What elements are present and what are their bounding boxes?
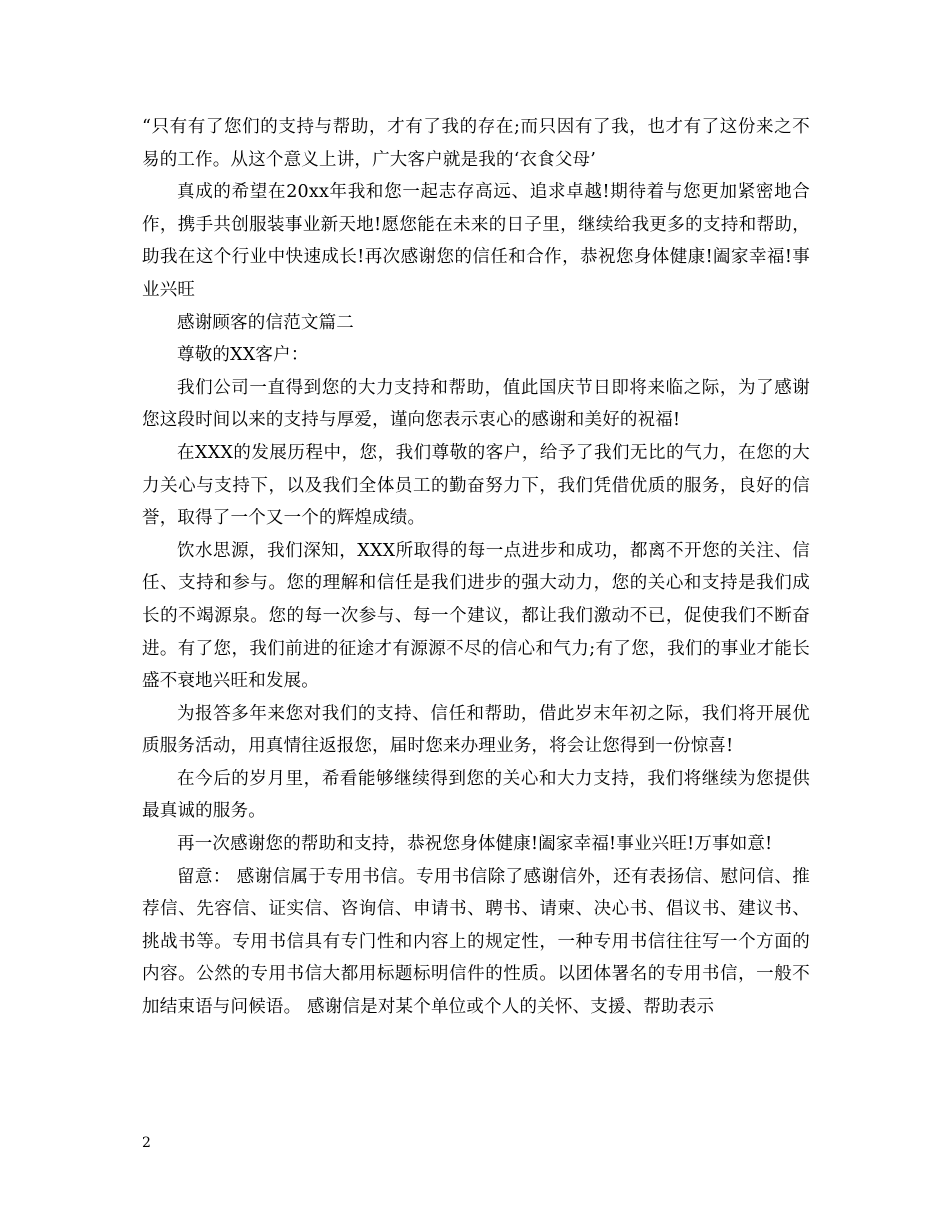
page-number: 2	[142, 1135, 151, 1151]
paragraph-gratitude: 饮水思源，我们深知，XXX所取得的每一点进步和成功，都离不开您的关注、信任、支持和参与。您的理解和信任是我们进步的强大动力，您的关心和支持是我们成长的不竭源泉。您的每一次参与、每一个建议，都让我们激动不已，促使我们不断奋进。有了您，我们前进的征途才有源源不尽的信心和气力;有了您，我们的事业才能长盛不衰地兴旺和发展。	[142, 540, 810, 692]
section-heading: 感谢顾客的信范文篇二	[177, 312, 354, 333]
document-body	[142, 111, 810, 1024]
paragraph-closing-wishes: 真成的希望在20xx年我和您一起志存高远、追求卓越!期待着与您更加紧密地合作，携手共创服装事业新天地!愿您能在未来的日子里，继续给我更多的支持和帮助，助我在这个行业中快速成长!再次感谢您的信任和合作，恭祝您身体健康!阖家幸福!事业兴旺	[142, 182, 810, 300]
paragraph-service-activity: 为报答多年来您对我们的支持、信任和帮助，借此岁末年初之际，我们将开展优质服务活动，用真情往返报您，届时您来办理业务，将会让您得到一份惊喜!	[142, 703, 810, 757]
paragraph-note: 留意： 感谢信属于专用书信。专用书信除了感谢信外，还有表扬信、慰问信、推荐信、先容信、证实信、咨询信、申请书、聘书、请柬、决心书、倡议书、建议书、挑战书等。专用书信具有专门性和内容上的规定性，一种专用书信往往写一个方面的内容。公然的专用书信大都用标题标明信件的性质。以团体署名的专用书信，一般不加结束语与问候语。 感谢信是对某个单位或个人的关怀、支援、帮助表示	[142, 866, 810, 1018]
paragraph-continuation: “只有有了您们的支持与帮助，才有了我的存在;而只因有了我，也才有了这份来之不易的工作。从这个意义上讲，广大客户就是我的‘衣食父母’	[142, 117, 810, 170]
paragraph-intro: 我们公司一直得到您的大力支持和帮助，值此国庆节日即将来临之际，为了感谢您这段时间以来的支持与厚爱，谨向您表示衷心的感谢和美好的祝福!	[142, 377, 810, 431]
paragraph-future: 在今后的岁月里，希看能够继续得到您的关心和大力支持，我们将继续为您提供最真诚的服务。	[142, 768, 810, 822]
letter-salutation: 尊敬的XX客户：	[177, 345, 309, 366]
paragraph-development: 在XXX的发展历程中，您，我们尊敬的客户，给予了我们无比的气力，在您的大力关心与支持下，以及我们全体员工的勤奋努力下，我们凭借优质的服务，良好的信誉，取得了一个又一个的辉煌成绩。	[142, 442, 810, 529]
paragraph-final-thanks: 再一次感谢您的帮助和支持，恭祝您身体健康!阖家幸福!事业兴旺!万事如意!	[177, 834, 773, 855]
